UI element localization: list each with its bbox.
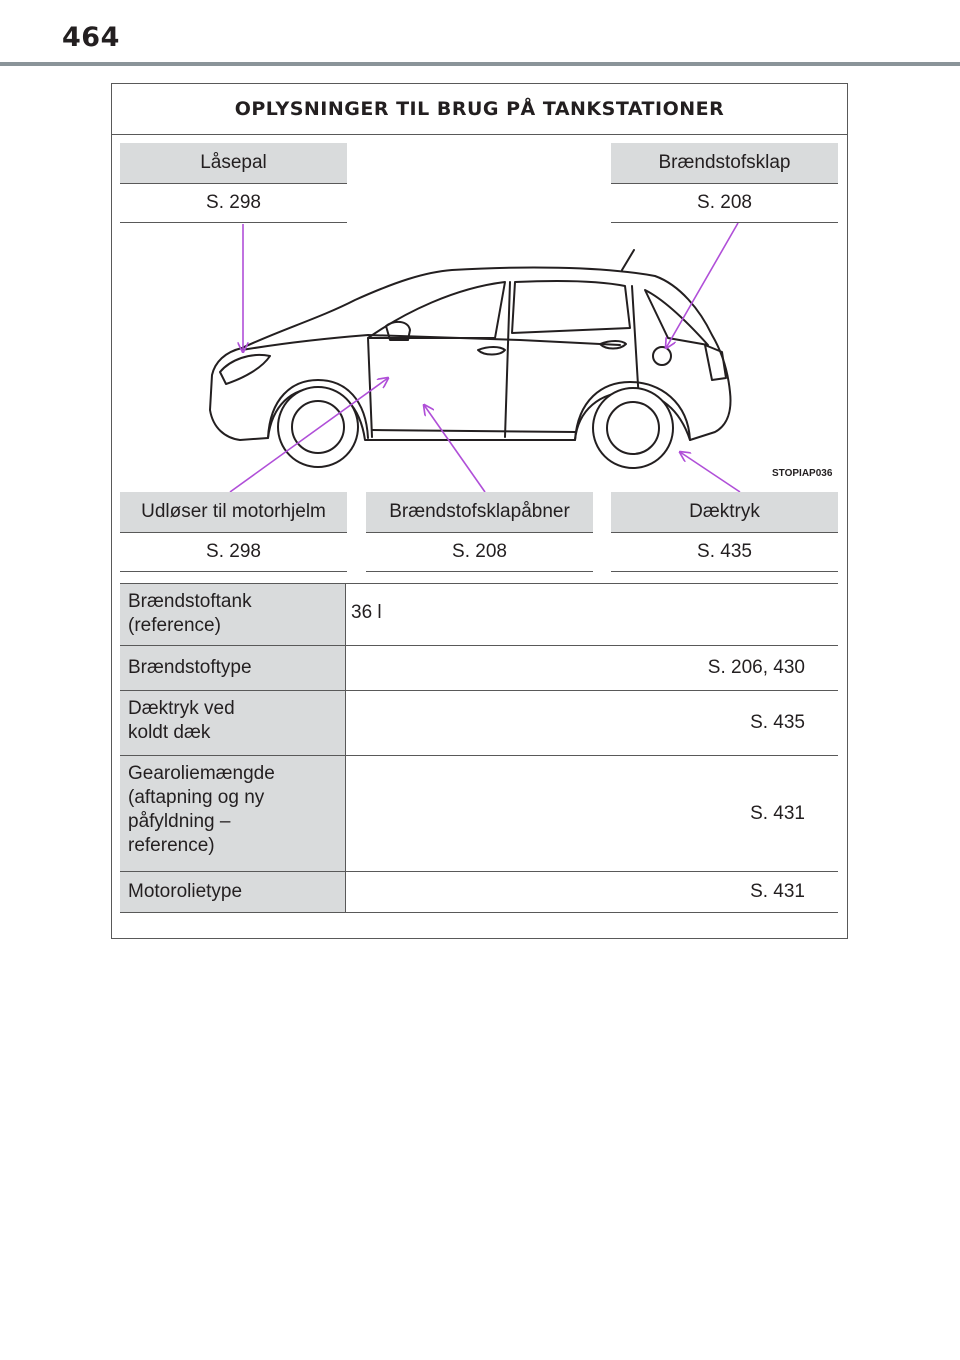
callout-label: Låsepal [120, 143, 347, 184]
callout-page-ref: S. 435 [611, 533, 838, 572]
callout-page-ref: S. 298 [120, 533, 347, 572]
figure-code: STOPIAP036 [772, 468, 833, 479]
spec-table [120, 583, 838, 913]
table-row [120, 756, 838, 872]
spec-label: Gearoliemængde (aftapning og ny påfyldning – reference) [120, 756, 346, 871]
spec-label: Motorolietype [120, 872, 346, 912]
callout-hood-release [120, 492, 347, 572]
callout-tyre-pressure [611, 492, 838, 572]
callout-fuel-flap-opener [366, 492, 593, 572]
spec-value: S. 435 [750, 712, 805, 733]
callout-fuel-flap [611, 143, 838, 223]
callout-page-ref: S. 208 [366, 533, 593, 572]
spec-value: S. 431 [750, 802, 805, 824]
page-number: 464 [62, 22, 120, 53]
header-rule [0, 62, 960, 66]
spec-value: S. 431 [750, 881, 805, 902]
callout-label: Dæktryk [611, 492, 838, 533]
spec-label: Brændstoftank (reference) [120, 584, 346, 645]
section-title: OPLYSNINGER TIL BRUG PÅ TANKSTATIONER [112, 84, 847, 135]
table-row [120, 646, 838, 691]
callout-page-ref: S. 208 [611, 184, 838, 223]
spec-label: Dæktryk ved koldt dæk [120, 691, 346, 755]
spec-label: Brændstoftype [120, 646, 346, 690]
callout-lock-latch [120, 143, 347, 223]
table-row [120, 584, 838, 646]
table-row [120, 872, 838, 913]
callout-label: Brændstofsklapåbner [366, 492, 593, 533]
spec-value: 36 l [351, 602, 382, 623]
callout-page-ref: S. 298 [120, 184, 347, 223]
spec-value: S. 206, 430 [707, 657, 805, 678]
callout-label: Udløser til motorhjelm [120, 492, 347, 533]
table-row [120, 691, 838, 756]
callout-label: Brændstofsklap [611, 143, 838, 184]
